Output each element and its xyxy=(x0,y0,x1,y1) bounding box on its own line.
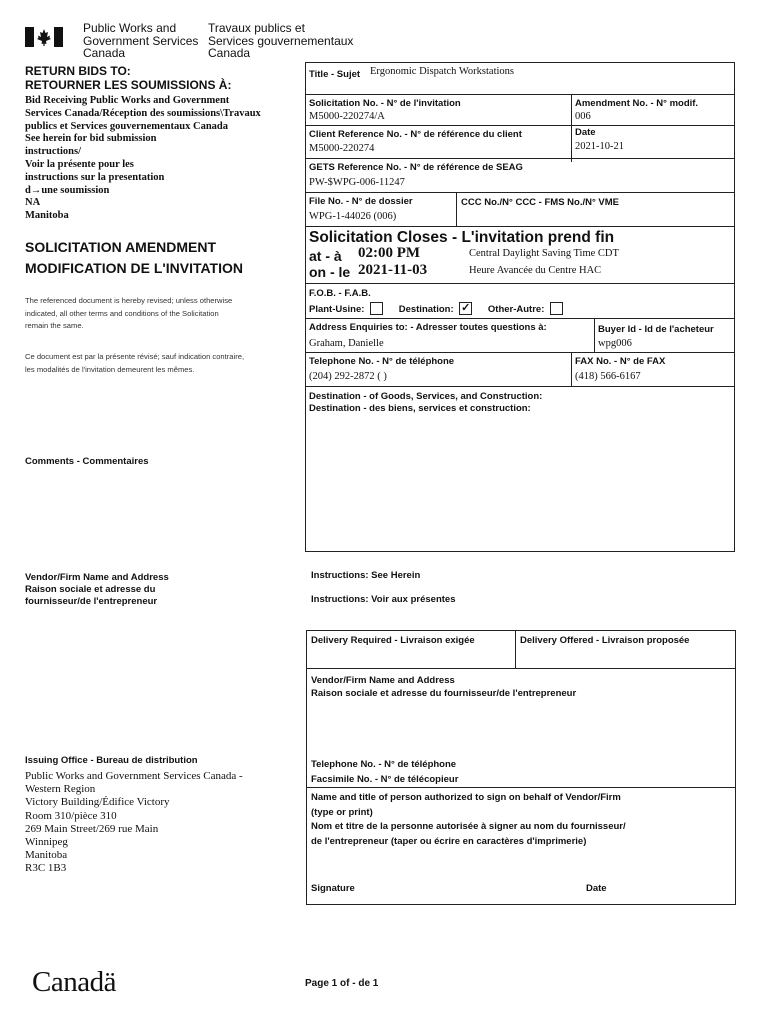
timezone-fr: Heure Avancée du Centre HAC xyxy=(469,265,602,276)
amendment-number-value: 006 xyxy=(575,111,591,122)
telephone-value: (204) 292-2872 ( ) xyxy=(309,371,387,382)
closing-time-value: 02:00 PM xyxy=(358,245,421,261)
canada-wordmark: Canadä xyxy=(32,966,116,998)
department-name-fr: Travaux publics et Services gouvernementaux Canada xyxy=(208,21,354,60)
vendor-firm-label: Vendor/Firm Name and Address Raison sociale et adresse du fournisseur/de l'entrepreneur xyxy=(25,572,169,607)
comments-label: Comments - Commentaires xyxy=(25,456,149,467)
fax-value: (418) 566-6167 xyxy=(575,371,641,382)
instructions-fr: Instructions: Voir aux présentes xyxy=(311,594,456,605)
solicitation-number-value: M5000-220274/A xyxy=(309,111,385,122)
signature-label: Signature xyxy=(311,883,355,894)
amendment-title: SOLICITATION AMENDMENT MODIFICATION DE L'INVITATION xyxy=(25,239,243,276)
fob-label: F.O.B. - F.A.B. xyxy=(309,288,371,299)
date-label: Date xyxy=(575,127,596,138)
enquiries-label: Address Enquiries to: - Adresser toutes questions à: xyxy=(309,322,547,333)
title-value: Ergonomic Dispatch Workstations xyxy=(370,66,515,77)
vendor-firm-box-label: Vendor/Firm Name and Address Raison sociale et adresse du fournisseur/de l'entrepreneur xyxy=(311,675,577,699)
closes-on-label: on - le xyxy=(309,264,351,280)
solicitation-number-label: Solicitation No. - N° de l'invitation xyxy=(309,98,461,109)
telephone-label: Telephone No. - N° de téléphone xyxy=(309,356,455,367)
amendment-note-fr: Ce document est par la présente révisé; sauf indication contraire, les modalités de l'invitation demeurent les mêmes. xyxy=(25,352,245,374)
fax-label: FAX No. - N° de FAX xyxy=(575,356,666,367)
return-bids-address: Bid Receiving Public Works and Government Services Canada/Réception des soumissions\Travaux publics et Services gouvernementaux Canada See herein for bid submission instructions/ Voir la présente pour les instructions sur la presentation d→une soumission NA Manitoba xyxy=(25,95,261,222)
closing-date-value: 2021-11-03 xyxy=(358,262,428,278)
amendment-number-label: Amendment No. - N° modif. xyxy=(575,98,699,109)
issuing-office-address: Public Works and Government Services Canada - Western Region Victory Building/Édifice Victory Room 310/pièce 310 269 Main Street/269 rue Main Winnipeg Manitoba R3C 1B3 xyxy=(25,770,243,875)
date-value: 2021-10-21 xyxy=(575,141,624,152)
timezone-en: Central Daylight Saving Time CDT xyxy=(469,248,619,259)
plant-label: Plant-Usine: xyxy=(309,304,365,316)
buyer-id-label: Buyer Id - Id de l'acheteur xyxy=(598,324,714,335)
client-reference-value: M5000-220274 xyxy=(309,143,375,154)
instructions-en: Instructions: See Herein xyxy=(311,570,421,581)
vendor-telephone-label: Telephone No. - N° de téléphone xyxy=(311,759,457,770)
vendor-fax-label: Facsimile No. - N° de télécopieur xyxy=(311,774,459,785)
closes-at-label: at - à xyxy=(309,248,342,264)
return-bids-title: RETURN BIDS TO: RETOURNER LES SOUMISSIONS À: xyxy=(25,64,232,92)
gets-reference-value: PW-$WPG-006-11247 xyxy=(309,177,405,188)
title-label: Title - Sujet xyxy=(309,69,361,80)
file-number-label: File No. - N° de dossier xyxy=(309,196,413,207)
issuing-office-label: Issuing Office - Bureau de distribution xyxy=(25,755,198,766)
plant-checkbox[interactable] xyxy=(370,302,383,315)
department-name-en: Public Works and Government Services Canada xyxy=(83,21,199,60)
destination-label: Destination: xyxy=(398,304,454,316)
destination-checkbox[interactable]: ✓ xyxy=(461,302,471,314)
gets-reference-label: GETS Reference No. - N° de référence de SEAG xyxy=(309,162,523,173)
file-number-value: WPG-1-44026 (006) xyxy=(309,211,397,222)
delivery-required-label: Delivery Required - Livraison exigée xyxy=(311,635,475,646)
amendment-note-en: The referenced document is hereby revised; unless otherwise indicated, all other terms and conditions of the Solicitation remain the same. xyxy=(25,296,233,330)
authorized-person-label: Name and title of person authorized to sign on behalf of Vendor/Firm (type or print) Nom et titre de la personne autorisée à signer au nom du fournisseur/ de l'entrepreneur (taper ou écrire en caractères d'imprimerie) xyxy=(311,792,626,847)
fob-options xyxy=(309,303,566,316)
client-reference-label: Client Reference No. - N° de référence du client xyxy=(309,129,522,140)
other-label: Other-Autre: xyxy=(487,304,545,316)
signature-date-label: Date xyxy=(586,883,607,894)
delivery-offered-label: Delivery Offered - Livraison proposée xyxy=(520,635,690,646)
canada-flag-icon xyxy=(25,27,63,47)
destination-goods-label: Destination - of Goods, Services, and Construction: Destination - des biens, services et construction: xyxy=(309,391,543,414)
solicitation-closes-title: Solicitation Closes - L'invitation prend fin xyxy=(309,229,615,246)
other-checkbox[interactable] xyxy=(550,302,563,315)
ccc-number-label: CCC No./N° CCC - FMS No./N° VME xyxy=(461,197,620,208)
page-number: Page 1 of - de 1 xyxy=(305,978,379,989)
enquiries-value: Graham, Danielle xyxy=(309,338,384,349)
buyer-id-value: wpg006 xyxy=(598,338,632,349)
